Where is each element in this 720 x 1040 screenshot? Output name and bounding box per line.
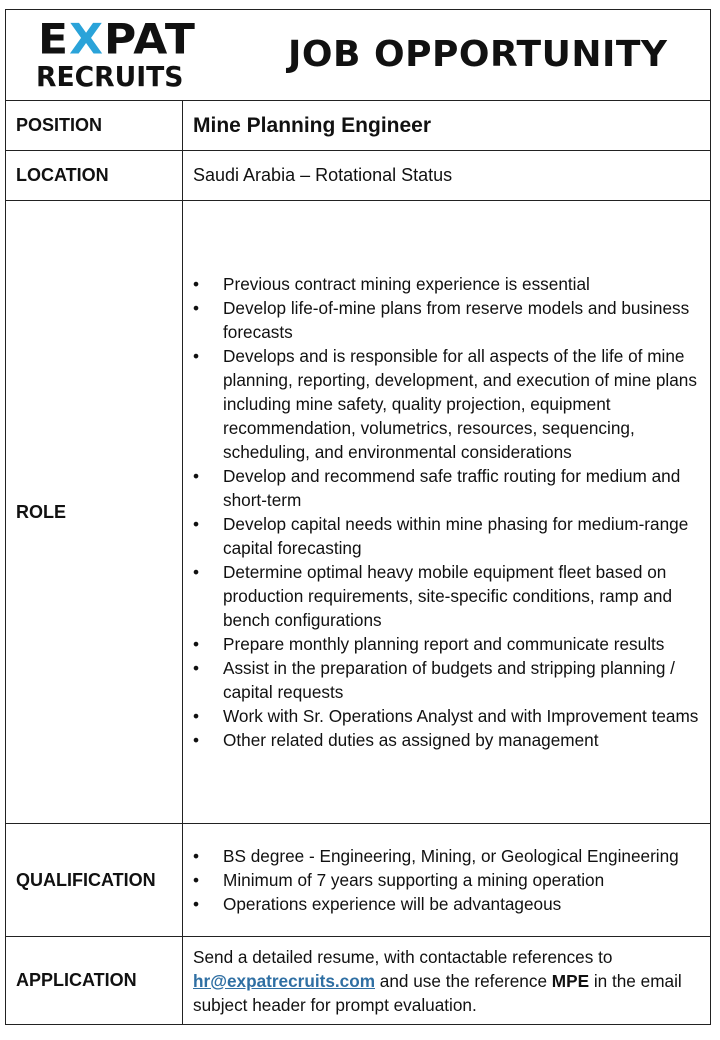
application-label: APPLICATION [6, 937, 183, 1024]
location-row [6, 151, 710, 201]
bullet-icon: • [193, 730, 200, 750]
role-label: ROLE [6, 201, 183, 823]
role-item: • Develops and is responsible for all aspects of the life of mine planning, reporting, development, and execution of mine plans including mine safety, quality projection, equipment recommendation, volumetrics, resources, sequencing, scheduling, and environmental considerations [193, 346, 697, 462]
page-title: JOB OPPORTUNITY [288, 34, 668, 75]
qualification-row [6, 824, 710, 937]
application-row [6, 937, 710, 1024]
role-item: • Develop capital needs within mine phasing for medium-range capital forecasting [193, 514, 689, 558]
role-row [6, 201, 710, 824]
role-item: • Determine optimal heavy mobile equipment fleet based on production requirements, site-specific conditions, ramp and bench configurations [193, 562, 673, 630]
bullet-icon: • [193, 274, 200, 294]
position-row [6, 101, 710, 151]
bullet-icon: • [193, 870, 200, 890]
bullet-icon: • [193, 514, 200, 534]
role-item: • Develop life-of-mine plans from reserve models and business forecasts [193, 298, 690, 342]
email-link[interactable]: hr@expatrecruits.com [193, 970, 376, 991]
role-item: • Previous contract mining experience is essential [193, 274, 590, 294]
header [6, 10, 710, 101]
bullet-icon: • [193, 706, 200, 726]
role-item: • Develop and recommend safe traffic routing for medium and short-term [193, 466, 681, 510]
expat-recruits-logo: EXPAT RECRUITS [36, 15, 196, 93]
qualification-item: • Operations experience will be advantageous [193, 894, 562, 914]
position-value: Mine Planning Engineer [193, 113, 432, 137]
bullet-icon: • [193, 846, 200, 866]
qualification-label: QUALIFICATION [6, 824, 183, 936]
location-value: Saudi Arabia – Rotational Status [193, 165, 453, 185]
role-item: • Assist in the preparation of budgets and stripping planning / capital requests [193, 658, 675, 702]
qualification-item: • Minimum of 7 years supporting a mining operation [193, 870, 605, 890]
bullet-icon: • [193, 346, 200, 366]
bullet-icon: • [193, 658, 200, 678]
role-item: • Other related duties as assigned by management [193, 730, 599, 750]
bullet-icon: • [193, 894, 200, 914]
bullet-icon: • [193, 298, 200, 318]
application-text: Send a detailed resume, with contactable references to hr@expatrecruits.com and use the reference MPE in the email subject header for prompt evaluation. [193, 946, 682, 1015]
reference-code: MPE [551, 970, 590, 991]
location-label: LOCATION [6, 151, 183, 200]
role-item: • Prepare monthly planning report and communicate results [193, 634, 665, 654]
qualification-list [193, 844, 702, 916]
position-label: POSITION [6, 101, 183, 150]
role-list [193, 272, 702, 752]
bullet-icon: • [193, 634, 200, 654]
role-item: • Work with Sr. Operations Analyst and with Improvement teams [193, 706, 699, 726]
bullet-icon: • [193, 562, 200, 582]
qualification-item: • BS degree - Engineering, Mining, or Geological Engineering [193, 846, 679, 866]
bullet-icon: • [193, 466, 200, 486]
job-posting-frame [5, 9, 711, 1025]
